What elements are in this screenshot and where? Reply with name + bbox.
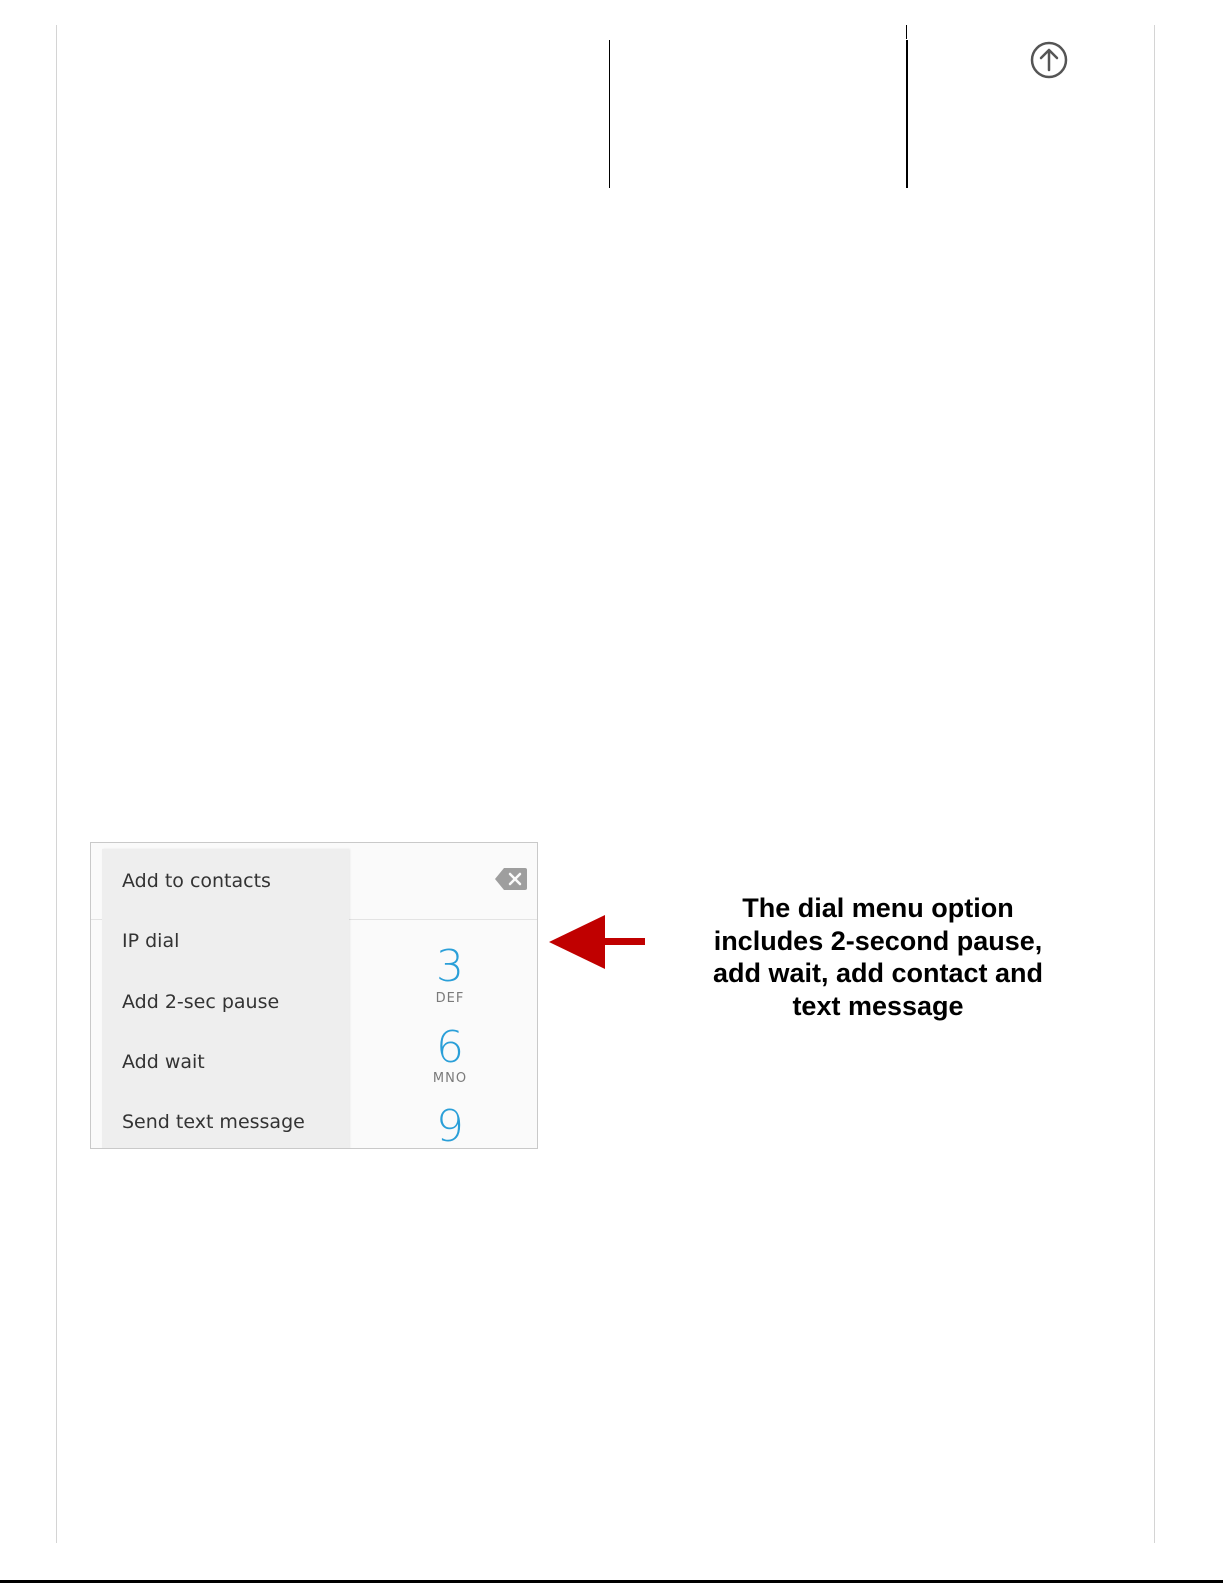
top-rule-right — [906, 40, 908, 188]
dialer-screenshot — [90, 842, 538, 1149]
annotation-caption — [678, 892, 1078, 1022]
caption-line: add wait, add contact and — [712, 958, 1044, 988]
caption-line: text message — [792, 990, 964, 1021]
menu-item-add-pause[interactable]: Add 2-sec pause — [122, 991, 280, 1013]
menu-item-ip-dial[interactable]: IP dial — [122, 930, 180, 952]
top-rule-tick — [906, 25, 907, 39]
page-border-left — [56, 25, 57, 1543]
menu-item-send-text-message[interactable]: Send text message — [122, 1111, 305, 1133]
key-3-letters: DEF — [435, 991, 465, 1006]
key-3-digit[interactable]: 3 — [436, 941, 464, 992]
menu-item-add-wait[interactable]: Add wait — [122, 1051, 205, 1073]
key-9-digit[interactable]: 9 — [436, 1101, 464, 1149]
caption-line: includes 2-second pause, — [713, 925, 1043, 956]
key-6-digit[interactable]: 6 — [436, 1022, 464, 1073]
top-rule-left — [609, 40, 610, 188]
backspace-icon[interactable] — [495, 868, 527, 890]
menu-item-add-to-contacts[interactable]: Add to contacts — [122, 870, 271, 892]
overflow-menu — [102, 849, 349, 1149]
page-border-right — [1154, 25, 1155, 1543]
key-6-letters: MNO — [432, 1071, 468, 1086]
left-arrow-icon — [549, 914, 647, 970]
upload-circle-icon[interactable] — [1030, 41, 1068, 79]
caption-line: The dial menu option — [742, 893, 1014, 923]
